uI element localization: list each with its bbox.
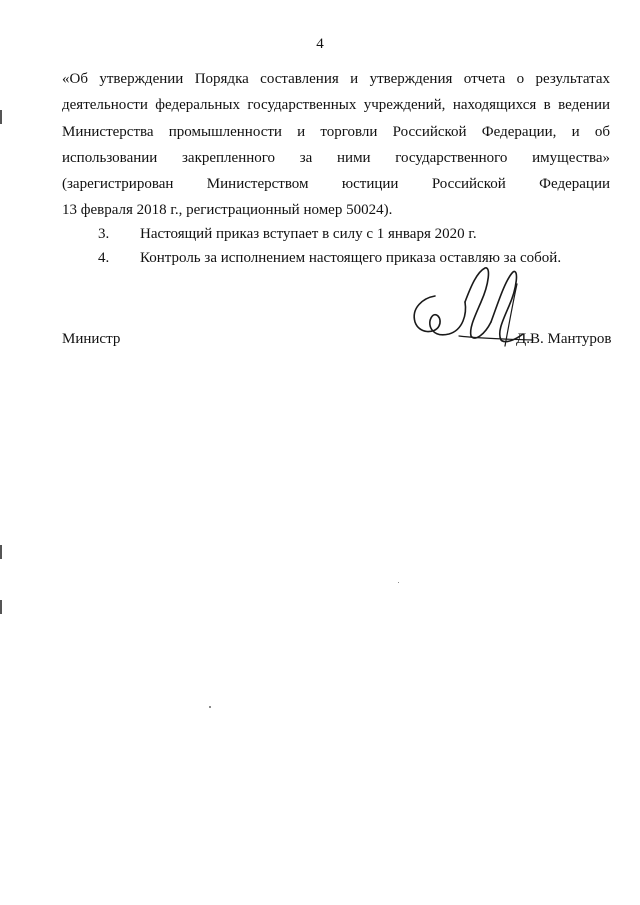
scan-speck <box>398 582 399 583</box>
item-number: 4. <box>98 250 110 266</box>
scan-edge-mark <box>0 600 2 614</box>
scan-edge-mark <box>0 110 2 124</box>
paragraph-line: Министерства промышленности и торговли Российской Федерации, и об <box>62 123 610 140</box>
item-text: Контроль за исполнением настоящего приказа оставляю за собой. <box>140 250 562 266</box>
item-text: Настоящий приказ вступает в силу с 1 января 2020 г. <box>140 226 477 242</box>
scan-speck <box>209 706 211 708</box>
paragraph-line: деятельности федеральных государственных учреждений, находящихся в ведении <box>62 97 610 114</box>
paragraph-line: использовании закрепленного за ними государственного имущества» <box>62 149 610 166</box>
numbered-item <box>98 226 477 243</box>
paragraph-line: (зарегистрирован Министерством юстиции Российской Федерации <box>62 176 610 193</box>
scan-edge-mark <box>0 545 2 559</box>
signoff-role: Министр <box>62 331 121 347</box>
page-number: 4 <box>316 36 324 52</box>
continuation-paragraph <box>62 66 610 224</box>
item-number: 3. <box>98 226 110 242</box>
paragraph-line: «Об утверждении Порядка составления и утверждения отчета о результатах <box>62 71 610 87</box>
signoff-name: Д.В. Мантуров <box>516 331 612 347</box>
paragraph-line: 13 февраля 2018 г., регистрационный номер 50024). <box>62 202 393 219</box>
